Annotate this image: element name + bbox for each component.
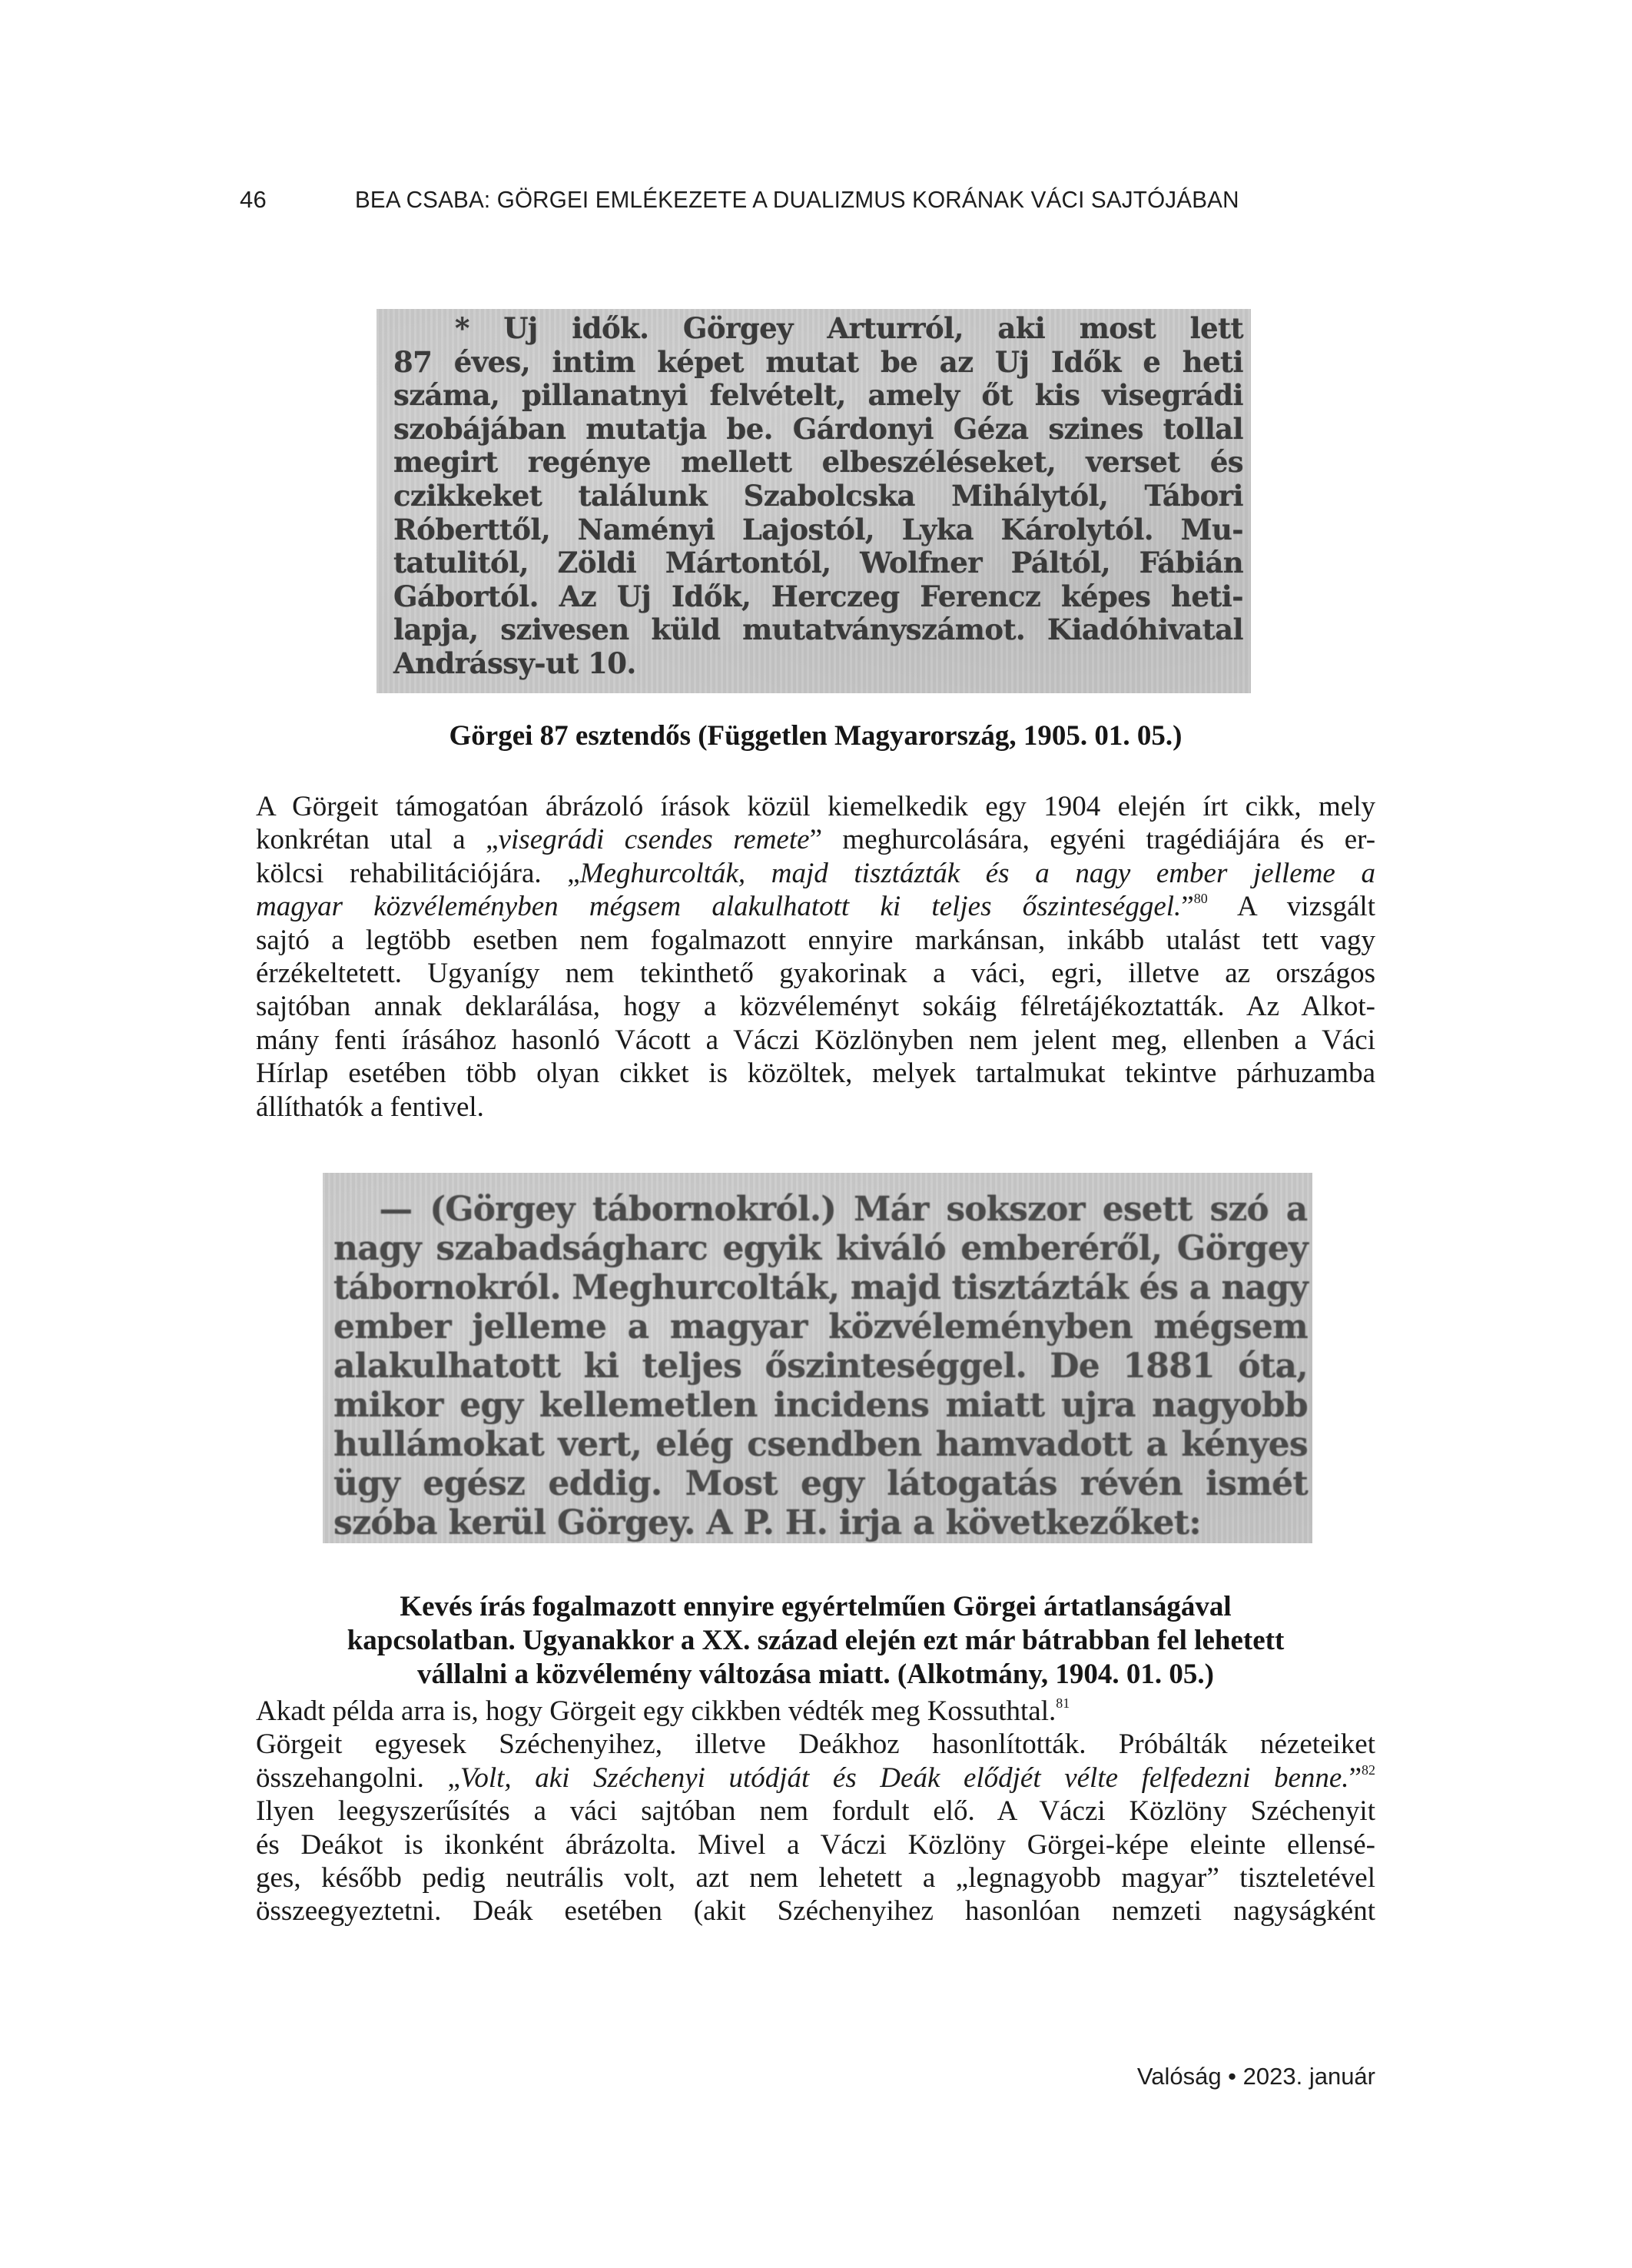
- text-line: [256, 1795, 1375, 1828]
- text-run: sajtó a legtöbb esetben nem fogalmazott ennyire markánsan, inkább utalást tett vagy: [256, 924, 1375, 956]
- running-title: BEA CSABA: GÖRGEI EMLÉKEZETE A DUALIZMUS KORÁNAK VÁCI SAJTÓJÁBAN: [355, 186, 1239, 213]
- text-line: [256, 1828, 1375, 1861]
- clipping-line: lapja, szivesen küld mutatványszámot. Kiadóhivatal: [393, 613, 1243, 647]
- clipping-line: megirt regénye mellett elbeszéléseket, verset és: [393, 445, 1243, 480]
- clipping-line: száma, pillanatnyi felvételt, amely őt kis visegrádi: [393, 378, 1243, 413]
- page-number: 46: [240, 186, 267, 213]
- text-run: ”: [1348, 1762, 1362, 1794]
- figure-caption-1: [256, 719, 1375, 753]
- text-line: [256, 924, 1375, 957]
- text-run: Görgeit egyesek Széchenyihez, illetve Deákhoz hasonlították. Próbálták nézeteiket: [256, 1728, 1375, 1761]
- text-run: mány fenti írásához hasonló Vácott a Váczi Közlönyben nem jelent meg, ellenben a Váci: [256, 1024, 1375, 1056]
- clipping-line: — (Görgey tábornokról.) Már sokszor esett szó a: [379, 1190, 1308, 1229]
- quoted-text: Meghurcolták, majd tisztázták és a nagy ember jelleme a: [579, 857, 1375, 889]
- text-run: ”: [1181, 891, 1194, 923]
- page-footer: Valóság • 2023. január: [1136, 2063, 1375, 2090]
- caption-line: Kevés írás fogalmazott ennyire egyértelműen Görgei ártatlanságával: [400, 1591, 1232, 1622]
- text-line: [256, 957, 1375, 990]
- text-run: A vizsgált: [1207, 891, 1375, 923]
- footnote-reference[interactable]: 82: [1362, 1762, 1375, 1778]
- text-run: ” meghurcolására, egyéni tragédiájára és er-: [809, 824, 1376, 856]
- clipping-line: nagy szabadságharc egyik kiváló emberéről, Görgey: [333, 1229, 1308, 1268]
- text-line: [256, 890, 1375, 923]
- text-run: konkrétan utal a „: [256, 824, 499, 856]
- text-line: [256, 790, 1375, 823]
- text-run: sajtóban annak deklarálása, hogy a közvéleményt sokáig félretájékoztatták. Az Alkot-: [256, 991, 1375, 1023]
- caption-line: vállalni a közvélemény változása miatt. (Alkotmány, 1904. 01. 05.): [417, 1659, 1214, 1690]
- text-line: [256, 1728, 1375, 1761]
- text-run: összeegyeztetni. Deák esetében (akit Széchenyihez hasonlóan nemzeti nagyságként: [256, 1895, 1375, 1928]
- text-run: kölcsi rehabilitációjára. „: [256, 857, 580, 889]
- text-run: Ilyen leegyszerűsítés a váci sajtóban nem fordult elő. A Váczi Közlöny Széchenyit: [256, 1795, 1375, 1828]
- clipping-line: Róberttől, Naményi Lajostól, Lyka Károlytól. Mu-: [393, 512, 1243, 546]
- figure-caption-2: [256, 1590, 1375, 1692]
- newspaper-clipping-2: [323, 1173, 1312, 1543]
- text-run: ges, később pedig neutrális volt, azt nem lehetett a „legnagyobb magyar” tiszteletével: [256, 1861, 1375, 1894]
- quoted-text: visegrádi csendes remete: [498, 824, 810, 856]
- text-line: [256, 1091, 1375, 1124]
- text-run: Akadt példa arra is, hogy Görgeit egy cikkben védték meg Kossuthtal.: [256, 1695, 1056, 1727]
- clipping-line: alakulhatott ki teljes őszinteséggel. De 1881 óta,: [333, 1347, 1308, 1386]
- caption-line: Görgei 87 esztendős (Független Magyarország, 1905. 01. 05.): [449, 720, 1183, 752]
- footnote-reference[interactable]: 81: [1056, 1695, 1070, 1711]
- clipping-line: czikkeket találunk Szabolcska Mihálytól, Tábori: [393, 478, 1243, 513]
- text-line: [256, 1024, 1375, 1057]
- clipping-line: * Uj idők. Görgey Arturról, aki most lett: [455, 311, 1243, 345]
- text-line: [256, 1894, 1375, 1928]
- text-line: [256, 823, 1375, 856]
- clipping-1-text: [393, 312, 1243, 681]
- body-paragraph-2: [256, 1695, 1375, 1928]
- clipping-line: hullámokat vert, elég csendben hamvadott a kényes: [333, 1425, 1308, 1464]
- body-paragraph-1: [256, 790, 1375, 1124]
- text-line: [256, 1695, 1375, 1728]
- text-run: Hírlap esetében több olyan cikket is közöltek, melyek tartalmukat tekintve párhuzamba: [256, 1058, 1375, 1090]
- clipping-line: tábornokról. Meghurcolták, majd tisztázták és a nagy: [333, 1268, 1308, 1307]
- clipping-line: ügy egész eddig. Most egy látogatás révén ismét: [333, 1464, 1308, 1503]
- text-run: összehangolni. „: [256, 1762, 460, 1794]
- clipping-line: tatulitól, Zöldi Mártontól, Wolfner Páltól, Fábián: [393, 546, 1243, 580]
- clipping-line: ember jelleme a magyar közvéleményben mégsem: [333, 1307, 1308, 1347]
- text-line: [256, 1861, 1375, 1894]
- clipping-line: mikor egy kellemetlen incidens miatt ujra nagyobb: [333, 1386, 1308, 1425]
- text-line: [256, 1057, 1375, 1090]
- text-run: állíthatók a fentivel.: [256, 1091, 484, 1123]
- footnote-reference[interactable]: 80: [1193, 891, 1208, 907]
- text-run: érzékeltetett. Ugyanígy nem tekinthető gyakorinak a váci, egri, illetve az országos: [256, 957, 1375, 989]
- clipping-line: Gábortól. Az Uj Idők, Herczeg Ferencz képes heti-: [393, 579, 1243, 613]
- clipping-line: szobájában mutatja be. Gárdonyi Géza szines tollal: [393, 411, 1243, 446]
- caption-line: kapcsolatban. Ugyanakkor a XX. század elején ezt már bátrabban fel lehetett: [347, 1625, 1285, 1656]
- text-run: és Deákot is ikonként ábrázolta. Mivel a Váczi Közlöny Görgei-képe eleinte ellensé-: [256, 1828, 1375, 1861]
- newspaper-clipping-1: [376, 309, 1251, 693]
- clipping-line: 87 éves, intim képet mutat be az Uj Idők e heti: [393, 344, 1243, 379]
- text-line: [256, 990, 1375, 1023]
- clipping-line: Andrássy-ut 10.: [393, 646, 636, 680]
- text-line: [256, 1762, 1375, 1795]
- clipping-2-text: [333, 1190, 1308, 1542]
- text-run: A Görgeit támogatóan ábrázoló írások közül kiemelkedik egy 1904 elején írt cikk, mely: [256, 791, 1375, 822]
- quoted-text: Volt, aki Széchenyi utódját és Deák elődjét vélte felfedezni benne.: [459, 1762, 1349, 1794]
- text-line: [256, 857, 1375, 890]
- quoted-text: magyar közvéleményben mégsem alakulhatott ki teljes őszinteséggel.: [256, 891, 1182, 923]
- clipping-line: szóba kerül Görgey. A P. H. irja a következőket:: [333, 1503, 1201, 1542]
- running-head: [240, 186, 1377, 224]
